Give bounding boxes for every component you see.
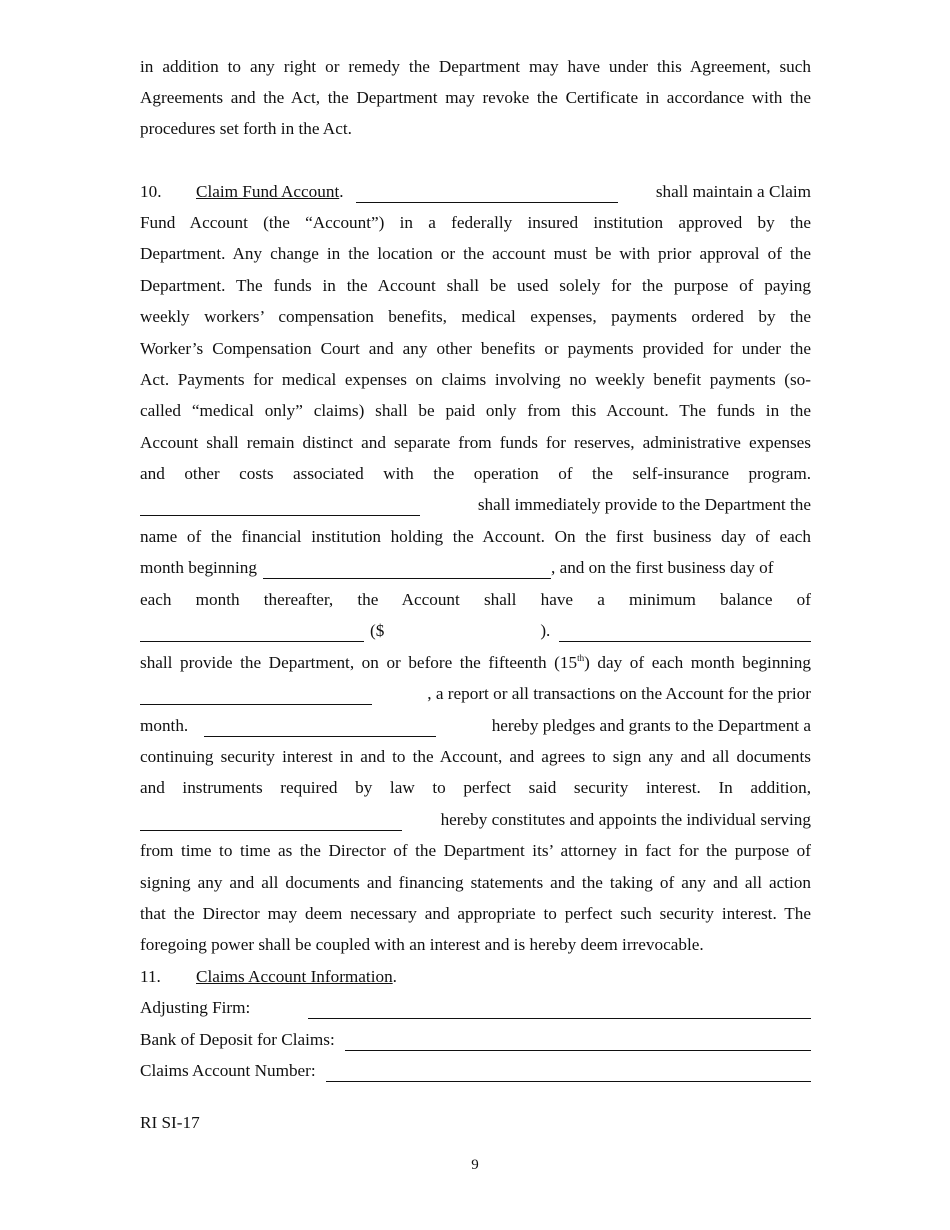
- form-id: RI SI-17: [140, 1113, 200, 1132]
- name-blank[interactable]: [559, 626, 811, 642]
- paragraph-line: weekly workers’ compensation benefits, medical expenses, payments ordered by the: [140, 307, 811, 326]
- paragraph-line: Worker’s Compensation Court and any other benefits or payments provided for under the: [140, 339, 811, 358]
- paragraph-line: Fund Account (the “Account”) in a federally insured institution approved by the: [140, 213, 811, 232]
- superscript: th: [577, 653, 585, 663]
- name-blank[interactable]: [140, 500, 420, 516]
- section-heading: Claims Account Information: [196, 967, 393, 986]
- name-blank[interactable]: [140, 815, 402, 831]
- field-label: Adjusting Firm:: [140, 998, 251, 1017]
- text-span: shall immediately provide to the Department the: [477, 495, 811, 514]
- text-span: ($: [370, 621, 385, 640]
- paragraph-line: called “medical only” claims) shall be paid only from this Account. The funds in the: [140, 401, 811, 420]
- bank-of-deposit-field: [140, 1029, 811, 1051]
- text-span: ).: [540, 621, 551, 640]
- text-span: , and on the first business day of: [550, 558, 774, 577]
- section-heading: Claim Fund Account: [196, 182, 340, 201]
- paragraph-line: continuing security interest in and to the Account, and agrees to sign any and all documents: [140, 747, 811, 766]
- paragraph-line: name of the financial institution holding the Account. On the first business day of each: [140, 527, 811, 546]
- date-blank[interactable]: [140, 689, 372, 705]
- paragraph-line: and other costs associated with the operation of the self-insurance program.: [140, 464, 811, 483]
- paragraph-line: [140, 652, 811, 674]
- paragraph-line: [140, 620, 811, 642]
- field-label: Bank of Deposit for Claims:: [140, 1030, 335, 1049]
- section-number: 11.: [140, 967, 161, 986]
- adjusting-firm-input[interactable]: [308, 1003, 811, 1019]
- paragraph-line: [140, 715, 811, 737]
- claims-account-number-input[interactable]: [326, 1066, 811, 1082]
- paragraph-line: in addition to any right or remedy the Department may have under this Agreement, such: [140, 57, 811, 76]
- date-blank[interactable]: [263, 563, 551, 579]
- claims-account-number-field: [140, 1060, 811, 1082]
- paragraph-line: Act. Payments for medical expenses on claims involving no weekly benefit payments (so-: [140, 370, 811, 389]
- text-span: month.: [140, 716, 189, 735]
- paragraph-line: each month thereafter, the Account shall have a minimum balance of: [140, 590, 811, 609]
- page-number: 9: [471, 1157, 479, 1173]
- paragraph-line: [140, 557, 811, 579]
- section-10-heading-line: 10. Claim Fund Account . shall maintain a Claim: [140, 182, 811, 201]
- text-span: hereby pledges and grants to the Department a: [491, 716, 811, 735]
- section-11-heading-line: 11. Claims Account Information.: [140, 967, 397, 986]
- paragraph-line: Account shall remain distinct and separate from funds for reserves, administrative expenses: [140, 433, 811, 452]
- text-span: ) day of each month beginning: [584, 653, 811, 672]
- name-blank[interactable]: [204, 721, 436, 737]
- bank-of-deposit-input[interactable]: [345, 1035, 811, 1051]
- amount-words-blank[interactable]: [140, 626, 364, 642]
- paragraph-line: foregoing power shall be coupled with an interest and is hereby deem irrevocable.: [140, 935, 704, 954]
- paragraph-line: Agreements and the Act, the Department may revoke the Certificate in accordance with the: [140, 88, 811, 107]
- paragraph-line: Department. Any change in the location or the account must be with prior approval of the: [140, 244, 811, 263]
- paragraph-line: [140, 809, 811, 831]
- paragraph-line: [140, 683, 811, 705]
- paragraph-line: that the Director may deem necessary and appropriate to perfect such security interest. The: [140, 904, 811, 923]
- paragraph-line: from time to time as the Director of the Department its’ attorney in fact for the purpose of: [140, 841, 811, 860]
- text-span: shall provide the Department, on or before the fifteenth (15: [140, 653, 578, 672]
- text-span: shall maintain a Claim: [655, 182, 811, 201]
- paragraph-line: Department. The funds in the Account shall be used solely for the purpose of paying: [140, 276, 811, 295]
- paragraph-line: and instruments required by law to perfect said security interest. In addition,: [140, 778, 811, 797]
- text-span: month beginning: [140, 558, 257, 577]
- paragraph-line: signing any and all documents and financing statements and the taking of any and all action: [140, 873, 811, 892]
- field-label: Claims Account Number:: [140, 1061, 316, 1080]
- paragraph-line: [140, 494, 811, 516]
- text-span: , a report or all transactions on the Account for the prior: [427, 684, 811, 703]
- section-number: 10.: [140, 182, 162, 201]
- paragraph-line: procedures set forth in the Act.: [140, 119, 352, 138]
- name-blank[interactable]: [356, 187, 618, 203]
- text-span: hereby constitutes and appoints the individual serving: [440, 810, 811, 829]
- adjusting-firm-field: [140, 997, 811, 1019]
